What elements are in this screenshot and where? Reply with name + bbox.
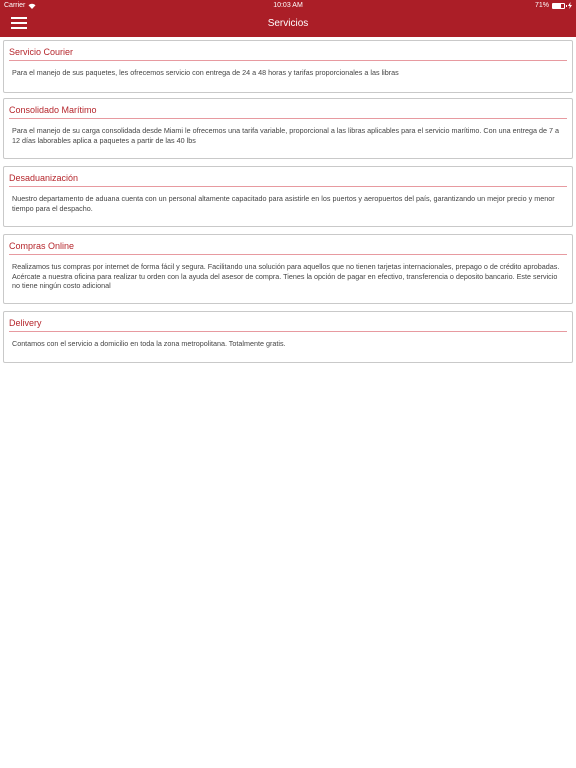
battery-percent: 71% bbox=[534, 2, 549, 9]
service-title: Compras Online bbox=[9, 241, 75, 251]
charging-icon bbox=[568, 2, 572, 9]
service-title: Desaduanización bbox=[9, 173, 79, 183]
service-description: Para el manejo de su carga consolidada desde Miami le ofrecemos una tarifa variable, proporcional a las libras aplicables para el servicio marítimo. Con una entrega de 7 a 12 días laborables aplica a paquetes a partir de las 40 lbs bbox=[12, 126, 559, 145]
battery-indicator bbox=[535, 2, 572, 9]
service-card-compras bbox=[3, 234, 573, 304]
title-divider bbox=[9, 118, 567, 119]
status-bar bbox=[0, 0, 576, 12]
title-divider bbox=[9, 331, 567, 332]
service-card-courier bbox=[3, 40, 573, 93]
service-description: Contamos con el servicio a domicilio en toda la zona metropolitana. Totalmente gratis. bbox=[12, 339, 286, 348]
service-title: Consolidado Marítimo bbox=[9, 105, 97, 115]
title-divider bbox=[9, 60, 567, 61]
service-card-maritimo bbox=[3, 98, 573, 159]
service-card-desaduanizacion bbox=[3, 166, 573, 227]
title-divider bbox=[9, 254, 567, 255]
service-description: Nuestro departamento de aduana cuenta con un personal altamente capacitado para asistirle en los puertos y aeropuertos del país, garantizando un mejor precio y menor tiempo para el despacho. bbox=[12, 194, 555, 213]
title-divider bbox=[9, 186, 567, 187]
status-time: 10:03 AM bbox=[273, 2, 303, 9]
battery-icon bbox=[552, 3, 565, 9]
service-title: Delivery bbox=[9, 318, 42, 328]
service-card-delivery bbox=[3, 311, 573, 363]
service-title: Servicio Courier bbox=[9, 47, 74, 57]
page-title: Servicios bbox=[267, 18, 309, 29]
service-description: Realizamos tus compras por internet de forma fácil y segura. Facilitando una solución para aquellos que no tienen tarjetas internacionales, prepago o de crédito aprobadas. Acércate a nuestra oficina para realizar tu orden con la ayuda del asesor de compra. Tienes la opción de pagar en efectivo, transferencia o deposito bancario. Este servicio no tiene ningún costo adicional bbox=[12, 262, 560, 290]
service-description: Para el manejo de sus paquetes, les ofrecemos servicio con entrega de 24 a 48 horas y tarifas proporcionales a las libras bbox=[12, 68, 399, 77]
carrier-label: Carrier bbox=[4, 2, 26, 9]
nav-bar bbox=[0, 0, 576, 37]
